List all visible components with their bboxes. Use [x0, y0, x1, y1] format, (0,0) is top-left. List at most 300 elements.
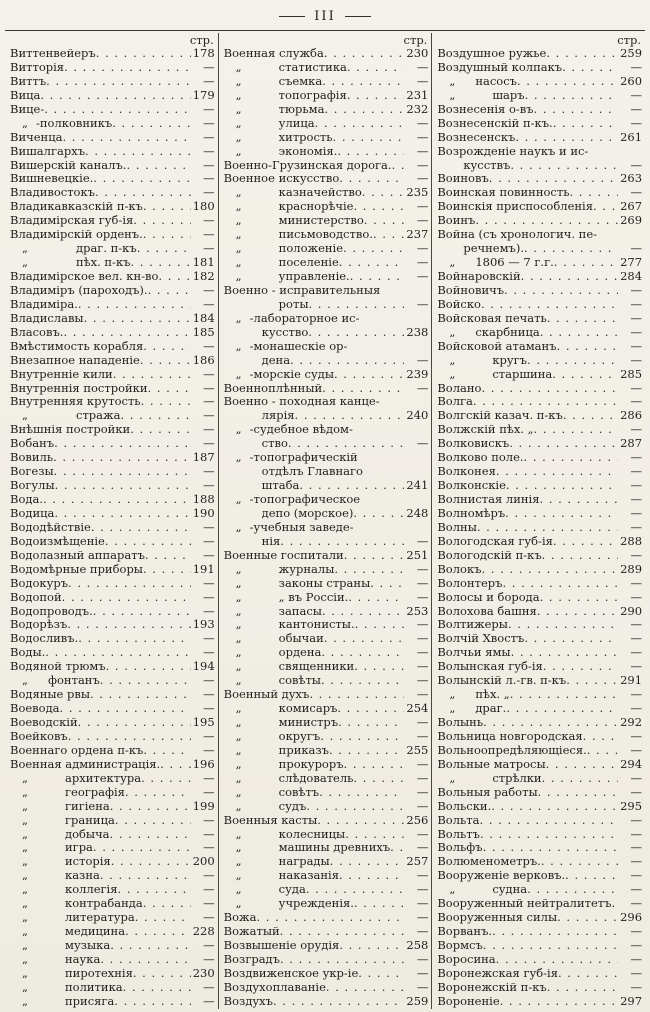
page-number: — [630, 966, 643, 980]
page-number: — [203, 437, 215, 451]
entry-text: Волосы и борода [437, 590, 540, 604]
dot-leader [93, 605, 191, 619]
ditto-mark: „ [235, 144, 242, 158]
page-number: 186 [192, 353, 215, 367]
dot-leader [62, 131, 190, 145]
entry-text: Волковискъ [437, 437, 510, 451]
dot-leader [111, 855, 191, 869]
index-column-3 [431, 33, 645, 1009]
page-number: — [416, 632, 429, 646]
dot-leader [62, 591, 191, 605]
entry-text: Вознесенскъ [437, 130, 516, 144]
page-number: — [416, 716, 429, 729]
index-entry [437, 716, 642, 730]
dot-leader [324, 103, 404, 117]
ditto-mark: „ [235, 242, 242, 256]
index-entry [437, 953, 642, 967]
ditto-mark: „ [22, 256, 28, 270]
entry-text: Воздухоплаваніе [223, 980, 326, 994]
page-number: — [630, 576, 643, 590]
dot-leader [290, 354, 404, 368]
entry-text: Воронежскій п-къ [437, 980, 547, 994]
entry-text: Вологодскій п-къ [437, 548, 542, 562]
entry-text: Ворванъ. [437, 925, 493, 939]
dot-leader [308, 326, 404, 340]
dot-leader [113, 368, 191, 382]
page-number: — [203, 102, 215, 116]
entry-text: -топографическое [249, 493, 361, 506]
index-entry [10, 159, 215, 173]
index-entry [10, 409, 215, 423]
index-entry [224, 883, 429, 897]
page-number: — [203, 785, 215, 799]
page-number: 240 [406, 409, 429, 423]
entry-text: тюрьма [278, 102, 325, 116]
page-number: 291 [620, 674, 643, 688]
ditto-mark: „ [235, 674, 242, 688]
ditto-mark: „ [235, 883, 242, 897]
index-entry [10, 214, 215, 228]
dot-leader [543, 660, 618, 674]
index-entry [10, 312, 215, 326]
ditto-mark: „ [235, 88, 242, 102]
page-number: — [203, 897, 215, 911]
index-entry [224, 688, 429, 702]
index-entry [224, 925, 429, 939]
entry-text: Вольница новгородская [437, 729, 583, 743]
index-entry [437, 437, 642, 451]
entry-text: контрабанда [65, 897, 143, 911]
dot-leader [322, 382, 404, 396]
index-column-2 [218, 33, 432, 1009]
ditto-mark: „ [22, 827, 28, 841]
column-lines [10, 47, 215, 1009]
page-number: — [630, 925, 643, 939]
index-entry [10, 800, 215, 814]
ditto-mark: „ [22, 785, 28, 799]
page-number: 231 [406, 88, 429, 102]
page-number: — [203, 409, 215, 423]
entry-text: казначейство [278, 186, 362, 200]
index-entry [224, 270, 429, 284]
dot-leader [130, 423, 190, 437]
dot-leader [524, 451, 618, 465]
entry-text: управленіе. [278, 270, 350, 283]
dot-leader [339, 939, 404, 953]
dot-leader [96, 47, 191, 61]
dot-leader [538, 786, 618, 800]
page-number: — [203, 130, 215, 144]
page-number: — [416, 688, 429, 702]
index-entry [437, 521, 642, 535]
entry-text: Военныя касты [223, 813, 318, 827]
entry-text: медицина [65, 925, 126, 939]
dot-leader [40, 89, 190, 103]
entry-text: штаба [261, 479, 300, 493]
page-number: — [416, 214, 429, 228]
dot-leader [78, 298, 191, 312]
entry-text: присяга [65, 994, 115, 1008]
ditto-mark: „ [449, 88, 456, 102]
index-entry [10, 897, 215, 911]
dot-leader [353, 507, 404, 521]
ditto-mark: „ [22, 869, 28, 883]
entry-text: запасы [278, 604, 322, 618]
index-entry [224, 326, 429, 340]
entry-text: съемка [278, 74, 323, 88]
entry-text: министерство [278, 214, 364, 228]
entry-text: пѣх. „ [475, 688, 510, 702]
index-entry [10, 911, 215, 925]
dot-leader [534, 103, 618, 117]
entry-text: Воронежская губ-ія [437, 966, 558, 980]
index-entry [437, 382, 642, 396]
dot-leader [110, 828, 191, 842]
page-number: — [203, 729, 215, 743]
page-number: 290 [620, 604, 643, 618]
page-number: 257 [406, 855, 429, 869]
index-entry [437, 451, 642, 465]
index-entry [10, 814, 215, 828]
dot-leader [509, 437, 618, 451]
page-number: — [630, 186, 643, 200]
dot-leader [491, 800, 618, 814]
page-number: — [416, 660, 429, 674]
dot-leader [483, 716, 618, 730]
index-entry [437, 563, 642, 577]
dot-leader [506, 702, 618, 716]
dot-leader [554, 256, 618, 270]
index-entry [437, 995, 642, 1009]
entry-text: Водоизмѣщеніе [10, 534, 105, 548]
page-number: 199 [192, 799, 215, 813]
dot-leader [547, 312, 618, 326]
index-entry [437, 507, 642, 521]
index-entry [437, 674, 642, 688]
dot-leader [563, 409, 618, 423]
page-number: — [416, 841, 429, 855]
dot-leader [54, 437, 191, 451]
entry-text: Воевода [10, 702, 60, 716]
page-number: — [416, 576, 429, 590]
ditto-mark: „ [235, 618, 242, 632]
index-entry [10, 660, 215, 674]
index-entry [224, 172, 429, 186]
entry-text: Волюменометръ. [437, 855, 541, 869]
page-number: — [203, 172, 215, 186]
index-entry [224, 618, 429, 632]
index-entry [224, 772, 429, 786]
entry-text: положеніе [278, 242, 344, 256]
entry-text: Волчьи ямы [437, 646, 511, 660]
entry-text: Войсковая печать [437, 311, 547, 325]
dot-leader [517, 75, 618, 89]
dot-leader [91, 521, 191, 535]
dot-leader [350, 270, 405, 284]
column-page-label: стр. [403, 33, 428, 47]
ditto-mark: „ [22, 952, 28, 966]
ditto-mark: „ [235, 799, 242, 813]
index-entry [224, 535, 429, 549]
index-entry [437, 618, 642, 632]
dot-leader [355, 618, 405, 632]
page-number: — [203, 771, 215, 785]
dot-leader [100, 674, 191, 688]
page-number: — [416, 897, 429, 911]
index-entry [10, 577, 215, 591]
index-entry [10, 981, 215, 995]
page-number: — [203, 297, 215, 311]
entry-text: судна [492, 883, 528, 897]
entry-text: игра [65, 841, 93, 855]
page-number: — [630, 325, 643, 339]
ditto-mark: „ [235, 660, 242, 674]
columns-container [0, 31, 650, 1009]
header-rule-left-icon [279, 16, 305, 17]
index-entry [224, 995, 429, 1009]
ditto-mark: „ [449, 256, 456, 270]
dot-leader [308, 298, 404, 312]
dot-leader [558, 967, 618, 981]
dot-leader [593, 200, 618, 214]
entry-text: Воинъ [437, 214, 476, 228]
page-number: — [416, 771, 429, 785]
ditto-mark: „ [22, 939, 28, 952]
page-number: — [203, 479, 215, 493]
dot-leader [505, 507, 618, 521]
page-number: — [203, 646, 215, 660]
dot-leader [63, 326, 190, 340]
entry-text: гигіена [65, 799, 110, 813]
index-entry [10, 61, 215, 75]
page-number: — [630, 883, 643, 897]
ditto-mark: „ [235, 855, 242, 869]
index-entry [10, 479, 215, 493]
index-entry [437, 981, 642, 995]
index-entry [437, 354, 642, 368]
entry-text: Воздушный колпакъ [437, 60, 563, 74]
dot-leader [143, 228, 191, 242]
page-number: — [630, 242, 643, 256]
entry-text: Водяные рвы [10, 688, 90, 702]
page-number: 289 [620, 562, 643, 576]
entry-text: Внутренніе кили [10, 367, 113, 381]
index-entry [10, 535, 215, 549]
page-number: — [630, 423, 643, 437]
page-number: 253 [406, 604, 429, 618]
index-entry [224, 814, 429, 828]
entry-text: Воинскія приспособленія [437, 200, 593, 214]
dot-leader [280, 535, 404, 549]
page-number: — [416, 297, 429, 311]
dot-leader [339, 172, 404, 186]
entry-text: Власовъ. [10, 325, 64, 339]
entry-text: Возвышеніе орудія [223, 939, 340, 952]
page-number: — [630, 60, 643, 74]
page-number: 292 [620, 716, 643, 729]
entry-text: комисаръ [278, 702, 338, 716]
page-number: — [630, 952, 643, 966]
index-entry [224, 354, 429, 368]
dot-leader [343, 242, 404, 256]
page-number: — [630, 520, 643, 534]
ditto-mark: „ [235, 130, 242, 144]
page-number: 237 [406, 228, 429, 242]
index-entry [10, 953, 215, 967]
index-entry [224, 423, 429, 437]
dot-leader [64, 61, 191, 75]
page-number: 297 [620, 994, 643, 1008]
dot-leader [524, 632, 618, 646]
entry-text: Внутренняя крутость [10, 395, 141, 409]
ditto-mark: „ [235, 520, 242, 534]
dot-leader [515, 131, 618, 145]
entry-text: Воросина [437, 952, 496, 966]
page-number: — [416, 911, 429, 925]
ditto-mark: „ [235, 493, 242, 506]
dot-leader [100, 953, 190, 967]
index-entry [224, 758, 429, 772]
page-number: — [203, 604, 215, 618]
entry-text: Вольски. [437, 799, 492, 813]
index-entry [224, 382, 429, 396]
index-entry [437, 814, 642, 828]
index-entry [224, 521, 429, 535]
dot-leader [510, 159, 618, 173]
page-number: — [203, 116, 215, 130]
entry-text: Вольта [437, 813, 480, 827]
entry-text: Вормсъ [437, 939, 483, 952]
index-entry [437, 493, 642, 507]
entry-text: -лабораторное ис- [249, 311, 360, 325]
index-entry [224, 117, 429, 131]
page-number: — [203, 520, 215, 534]
dot-leader [100, 869, 191, 883]
page-number: 196 [192, 757, 215, 771]
entry-text: исторія [65, 855, 111, 869]
entry-text: Вода. [10, 493, 43, 506]
dot-leader [110, 939, 190, 953]
entry-text: Волконея [437, 465, 496, 479]
ditto-mark: „ [449, 367, 456, 381]
index-entry [437, 145, 642, 159]
page-number: — [630, 702, 643, 716]
dot-leader [534, 423, 618, 437]
index-entry [10, 646, 215, 660]
entry-text: роты [278, 297, 309, 311]
dot-leader [115, 814, 191, 828]
column-lines [437, 47, 642, 1009]
ditto-mark: „ [235, 702, 242, 716]
entry-text: Вооруженный нейтралитетъ [437, 897, 612, 911]
dot-leader [123, 981, 191, 995]
dot-leader [106, 660, 191, 674]
index-entry [10, 549, 215, 563]
ditto-mark: „ [235, 186, 242, 200]
index-entry [224, 242, 429, 256]
ditto-mark: „ [235, 590, 242, 604]
index-entry [224, 131, 429, 145]
ditto-mark: „ [235, 757, 242, 771]
entry-text: пиротехнія [65, 966, 133, 980]
page-number: 287 [620, 437, 643, 451]
entry-text: Волнистая линія [437, 493, 540, 506]
ditto-mark: „ [235, 74, 242, 88]
dot-leader [143, 340, 190, 354]
page-number: — [630, 102, 643, 116]
entry-text: Вооруженныя силы [437, 911, 558, 925]
index-entry [224, 730, 429, 744]
ditto-mark: „ [449, 74, 456, 88]
page-number: 238 [406, 325, 429, 339]
dot-leader [321, 674, 404, 688]
dot-leader [583, 730, 618, 744]
entry-text: ордена [278, 646, 322, 660]
entry-text: Воеводскій [10, 716, 78, 729]
index-entry [10, 117, 215, 131]
entry-text: Волокъ [437, 562, 482, 576]
page-number: — [203, 228, 215, 242]
entry-text: машины древнихъ [278, 841, 391, 855]
index-entry [10, 563, 215, 577]
page-number: 261 [620, 130, 643, 144]
entry-text: Владиславы [10, 311, 84, 325]
index-entry [224, 716, 429, 730]
index-entry [437, 939, 642, 953]
entry-text: 1806 — 7 г.г. [475, 256, 554, 270]
dot-leader [504, 284, 618, 298]
index-entry [224, 828, 429, 842]
entry-text: Воды. [10, 646, 46, 660]
ditto-mark: „ [235, 604, 242, 618]
ditto-mark: „ [22, 841, 28, 855]
index-entry [224, 981, 429, 995]
entry-text: Владимірскій орденъ. [10, 228, 143, 242]
index-entry [437, 758, 642, 772]
ditto-mark: „ [22, 799, 28, 813]
dot-leader [126, 159, 190, 173]
entry-text: -морскіе суды [249, 367, 334, 381]
dot-leader [93, 172, 190, 186]
ditto-mark: „ [235, 200, 242, 214]
index-entry [224, 702, 429, 716]
entry-text: литература [65, 911, 135, 925]
entry-text: Водолазный аппаратъ [10, 548, 145, 562]
index-entry [224, 855, 429, 869]
index-entry [437, 103, 642, 117]
dot-leader [334, 563, 404, 577]
dot-leader [326, 981, 404, 995]
page-number: 296 [620, 911, 643, 925]
page-number: — [630, 506, 643, 520]
index-entry [10, 284, 215, 298]
index-entry [224, 340, 429, 354]
page-number: — [203, 548, 215, 562]
index-entry [437, 577, 642, 591]
entry-text: Волано [437, 381, 482, 395]
dot-leader [143, 200, 191, 214]
index-entry [10, 507, 215, 521]
dot-leader [273, 995, 404, 1009]
index-entry [224, 577, 429, 591]
page-number: — [203, 367, 215, 381]
entry-text: Войнаровскій [437, 270, 521, 283]
entry-text: „ въ Россіи. [278, 590, 349, 604]
entry-text: Вододѣйствіе [10, 520, 91, 534]
entry-text: Водопроводъ. [10, 604, 93, 618]
dot-leader [506, 479, 618, 493]
entry-text: Водомѣрные приборы [10, 562, 143, 576]
